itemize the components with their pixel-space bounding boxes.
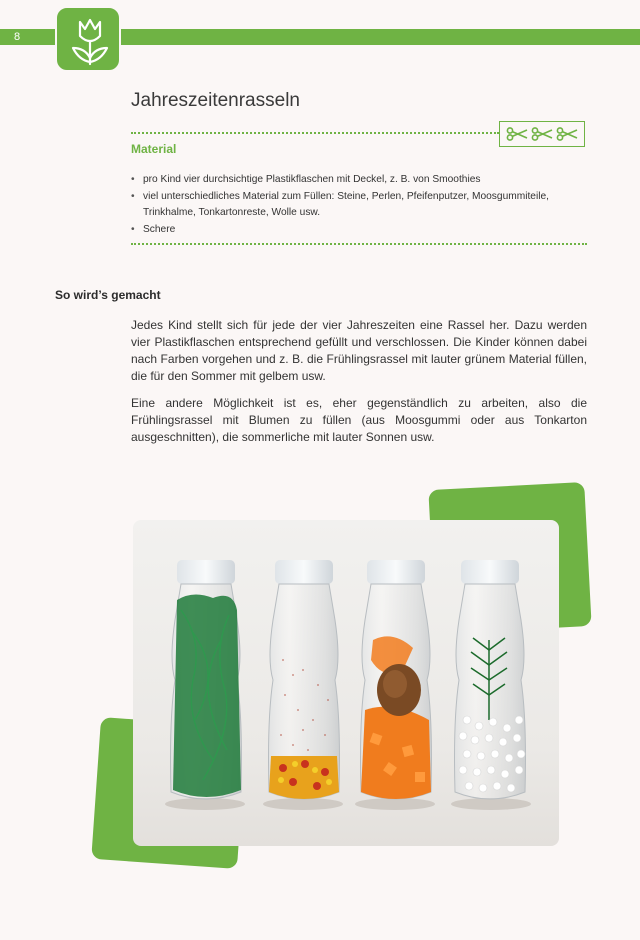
page-title: Jahreszeitenrasseln: [131, 90, 300, 111]
material-item: • pro Kind vier durchsichtige Plastikflaschen mit Deckel, z. B. von Smoothies: [131, 172, 551, 189]
section-heading: So wird’s gemacht: [55, 288, 161, 302]
tulip-icon: [65, 14, 115, 68]
bottle-white: [455, 560, 526, 799]
bottle-orange: [361, 560, 432, 799]
instruction-paragraph: Jedes Kind stellt sich für jede der vier Jahreszeiten eine Rassel her. Dazu werden vier Plastikflaschen entsprechend gefüllt und verschlossen. Die Kinder können dabei nach Farben vorgehen und z. B. die Frühlingsrassel mit lauter grünem Material füllen, die für den Sommer mit gelbem usw.: [131, 318, 587, 383]
instruction-paragraph: Eine andere Möglichkeit ist es, eher gegenständlich zu arbeiten, also die Frühlingsrassel mit Blumen zu füllen (aus Moosgummi oder aus Tonkarton ausgeschnitten), die sommerliche mit lauter Sonnen usw.: [131, 396, 587, 444]
scissors-badge: [499, 121, 585, 147]
material-item: • viel unterschiedliches Material zum Füllen: Steine, Perlen, Pfeifenputzer, Moosgummiteile, Trinkhalme, Tonkartonreste, Wolle usw.: [131, 189, 551, 222]
scissors-icon: [531, 127, 553, 141]
bottles-photo: [133, 520, 559, 846]
material-list: [131, 172, 551, 238]
scissors-icon: [556, 127, 578, 141]
page-number: 8: [14, 31, 21, 43]
dotted-divider-bottom: [131, 243, 587, 245]
bottle-green: [171, 560, 242, 799]
chapter-logo: [55, 6, 121, 72]
material-item: • Schere: [131, 222, 551, 239]
bottle-yellow: [269, 560, 340, 799]
dotted-divider-top: [131, 132, 499, 134]
material-heading: Material: [131, 142, 177, 156]
scissors-icon: [506, 127, 528, 141]
